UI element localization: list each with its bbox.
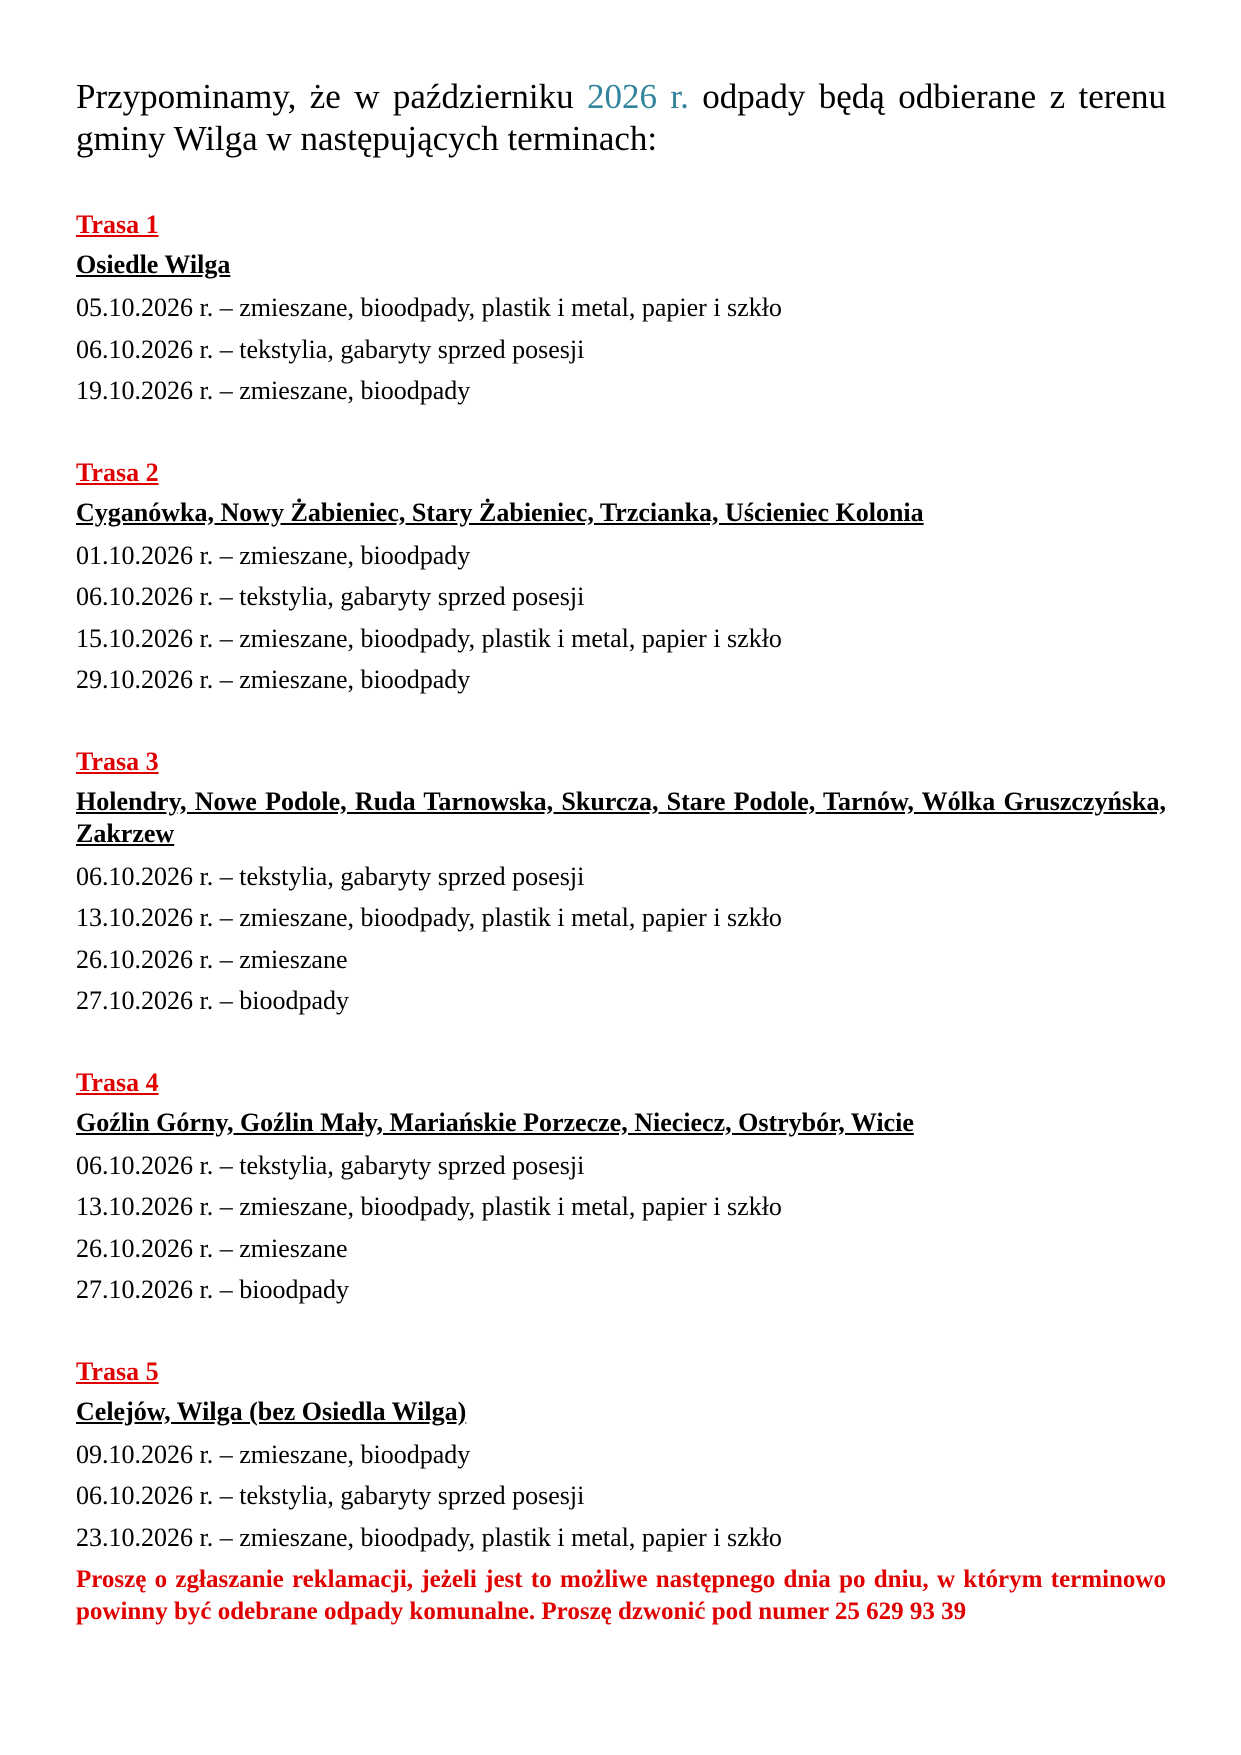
intro-paragraph xyxy=(76,76,1166,160)
schedule-entry: 06.10.2026 r. – tekstylia, gabaryty sprzed posesji xyxy=(76,861,585,891)
route-areas: Celejów, Wilga (bez Osiedla Wilga) xyxy=(76,1396,467,1426)
route-section xyxy=(76,1062,1166,1311)
schedule-entry: 27.10.2026 r. – bioodpady xyxy=(76,1275,349,1304)
route-areas: Goźlin Górny, Goźlin Mały, Mariańskie Porzecze, Nieciecz, Ostrybór, Wicie xyxy=(76,1107,914,1137)
schedule-entry: 27.10.2026 r. – bioodpady xyxy=(76,986,349,1015)
schedule-entry: 06.10.2026 r. – tekstylia, gabaryty sprzed posesji xyxy=(76,1481,585,1510)
intro-text-end: odpady będą odbierane z terenu gminy Wilga w następujących terminach: xyxy=(76,77,1166,158)
route-section xyxy=(76,741,1166,1022)
route-areas: Cyganówka, Nowy Żabieniec, Stary Żabieniec, Trzcianka, Uścieniec Kolonia xyxy=(76,497,924,527)
schedule-entry: 19.10.2026 r. – zmieszane, bioodpady xyxy=(76,376,471,405)
route-section xyxy=(76,1351,1166,1559)
schedule-entry: 01.10.2026 r. – zmieszane, bioodpady xyxy=(76,540,471,570)
document-page xyxy=(76,76,1166,1628)
complaint-notice: Proszę o zgłaszanie reklamacji, jeżeli jest to możliwe następnego dnia po dniu, w którym terminowo powinny być odebrane odpady komunalne. Proszę dzwonić pod numer 25 629 93 39 xyxy=(76,1566,1166,1625)
schedule-entry: 13.10.2026 r. – zmieszane, bioodpady, plastik i metal, papier i szkło xyxy=(76,1192,782,1221)
route-title: Trasa 5 xyxy=(76,1356,159,1386)
schedule-entry: 09.10.2026 r. – zmieszane, bioodpady xyxy=(76,1439,471,1469)
schedule-entry: 29.10.2026 r. – zmieszane, bioodpady xyxy=(76,665,471,694)
schedule-entry: 06.10.2026 r. – tekstylia, gabaryty sprzed posesji xyxy=(76,1150,585,1180)
route-section xyxy=(76,452,1166,701)
schedule-entry: 26.10.2026 r. – zmieszane xyxy=(76,944,348,974)
schedule-entry: 06.10.2026 r. – tekstylia, gabaryty sprzed posesji xyxy=(76,582,585,611)
intro-text-start: Przypominamy, że w październiku xyxy=(76,77,588,116)
route-areas: Holendry, Nowe Podole, Ruda Tarnowska, Skurcza, Stare Podole, Tarnów, Wólka Gruszczyńska, Zakrzew xyxy=(76,786,1166,848)
schedule-entry: 23.10.2026 r. – zmieszane, bioodpady, plastik i metal, papier i szkło xyxy=(76,1522,782,1552)
schedule-entry: 15.10.2026 r. – zmieszane, bioodpady, plastik i metal, papier i szkło xyxy=(76,623,782,653)
schedule-entry: 06.10.2026 r. – tekstylia, gabaryty sprzed posesji xyxy=(76,334,585,364)
route-section xyxy=(76,204,1166,412)
route-title: Trasa 4 xyxy=(76,1067,159,1097)
route-title: Trasa 3 xyxy=(76,746,159,776)
route-title: Trasa 2 xyxy=(76,457,159,487)
schedule-entry: 26.10.2026 r. – zmieszane xyxy=(76,1233,348,1263)
schedule-entry: 05.10.2026 r. – zmieszane, bioodpady, plastik i metal, papier i szkło xyxy=(76,293,782,322)
schedule-entry: 13.10.2026 r. – zmieszane, bioodpady, plastik i metal, papier i szkło xyxy=(76,903,782,932)
route-title: Trasa 1 xyxy=(76,210,159,239)
intro-year: 2026 r. xyxy=(587,77,689,116)
route-areas: Osiedle Wilga xyxy=(76,250,231,279)
